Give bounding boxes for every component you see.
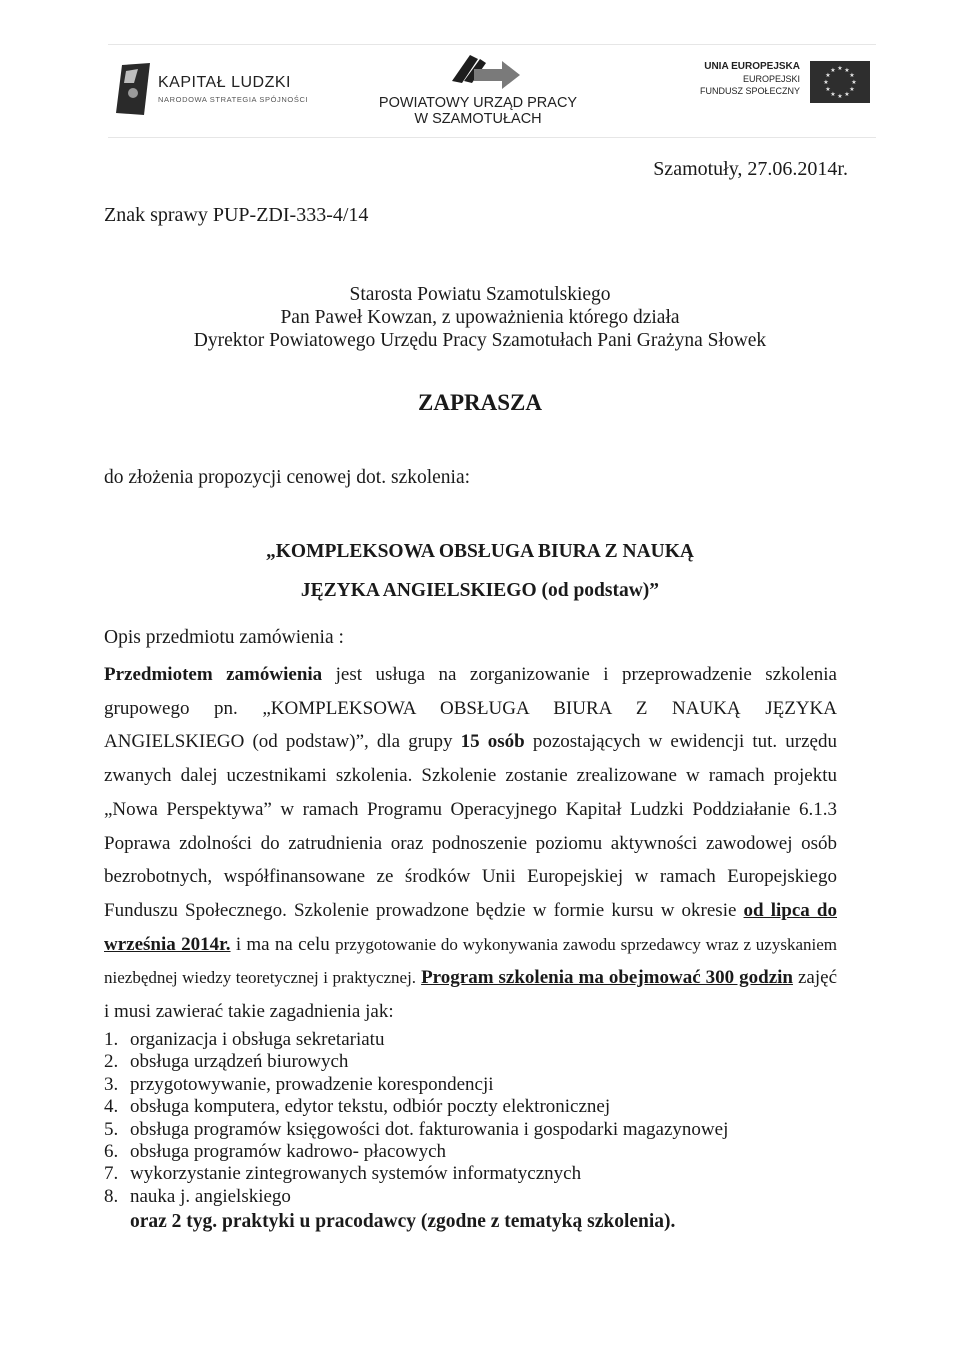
list-item: [104, 1119, 728, 1141]
pup-logo: [368, 51, 588, 127]
svg-text:★: ★: [825, 86, 831, 93]
practice-note: oraz 2 tyg. praktyki u pracodawcy (zgodne z tematyką szkolenia).: [130, 1211, 676, 1232]
kapital-ludzki-title: KAPITAŁ LUDZKI: [158, 74, 291, 91]
lead-sentence: do złożenia propozycji cenowej dot. szkolenia:: [104, 467, 471, 488]
pup-emblem-icon: [430, 51, 526, 95]
intro-line-2: Pan Paweł Kowzan, z upoważnienia którego działa: [280, 307, 680, 328]
letterhead: [108, 44, 876, 138]
training-title: [0, 532, 960, 610]
subject-label: Opis przedmiotu zamówienia :: [104, 627, 344, 648]
pup-name-line1: POWIATOWY URZĄD PRACY: [378, 95, 578, 111]
kapital-ludzki-emblem-icon: [116, 63, 150, 115]
list-item: [104, 1029, 728, 1051]
eu-efs-logo: [700, 61, 870, 103]
pup-name-line2: W SZAMOTUŁACH: [414, 111, 542, 127]
list-item-number: 8.: [104, 1185, 119, 1207]
list-item-text: obsługa komputera, edytor tekstu, odbiór poczty elektronicznej: [130, 1096, 611, 1118]
body-program-hours: Program szkolenia ma obejmować 300 godzin: [421, 967, 793, 989]
subject-description: [104, 658, 837, 1029]
intro-line-1: Starosta Powiatu Szamotulskiego: [349, 284, 611, 305]
list-item: [104, 1163, 728, 1185]
list-item-number: 6.: [104, 1141, 119, 1163]
invite-heading: ZAPRASZA: [418, 390, 542, 415]
intro-block: [0, 283, 960, 352]
list-item-text: obsługa urządzeń biurowych: [130, 1051, 349, 1073]
efs-name-line2: FUNDUSZ SPOŁECZNY: [699, 86, 800, 96]
list-item: [104, 1051, 728, 1073]
svg-text:★: ★: [825, 72, 831, 79]
list-item-number: 2.: [104, 1051, 119, 1073]
body-period: od lipca do września 2014r.: [104, 899, 837, 955]
kapital-ludzki-subtitle: NARODOWA STRATEGIA SPÓJNOŚCI: [158, 95, 309, 104]
list-item-number: 3.: [104, 1073, 119, 1095]
list-item-text: obsługa programów kadrowo- płacowych: [130, 1141, 447, 1163]
intro-line-3: Dyrektor Powiatowego Urzędu Pracy Szamotułach Pani Grażyna Słowek: [193, 330, 767, 351]
efs-name-line1: EUROPEJSKI: [742, 74, 800, 84]
body-subject-bold: Przedmiotem zamówienia: [104, 664, 323, 685]
list-item: [104, 1074, 728, 1096]
eu-name: UNIA EUROPEJSKA: [704, 61, 800, 72]
list-item-number: 1.: [104, 1029, 119, 1050]
svg-text:★: ★: [851, 79, 857, 86]
reference-number: Znak sprawy PUP-ZDI-333-4/14: [104, 204, 369, 226]
list-item-text: wykorzystanie zintegrowanych systemów informatycznych: [130, 1163, 582, 1185]
body-text-2: pozostających w ewidencji tut. urzędu zwanych dalej uczestnikami szkolenia. Szkolenie zostanie zrealizowane w ramach projektu „Nowa Perspektywa” w ramach Programu Operacyjnego Kapitał Ludzki Poddziałanie 6.1.3 Poprawa zdolności do zatrudnienia oraz podnoszenie poziomu aktywności zawodowej osób bezrobotnych, współfinansowane ze środków Unii Europejskiej w ramach Europejskiego Funduszu Społecznego. Szkolenie prowadzone będzie w formie kursu w okresie: [104, 731, 837, 921]
body-text-4: zajęć i musi zawierać takie zagadnienia jak:: [104, 967, 838, 1023]
training-title-line-2: JĘZYKA ANGIELSKIEGO (od podstaw)”: [300, 580, 660, 601]
list-item-text: obsługa programów księgowości dot. fakturowania i gospodarki magazynowej: [130, 1118, 729, 1140]
list-item: [104, 1186, 728, 1208]
svg-text:★: ★: [844, 67, 850, 74]
svg-text:★: ★: [823, 79, 829, 86]
svg-text:★: ★: [837, 93, 843, 100]
list-item-number: 4.: [104, 1096, 119, 1118]
svg-text:★: ★: [837, 65, 843, 72]
eu-flag-icon: [810, 61, 870, 103]
body-group-size: 15 osób: [460, 731, 525, 753]
training-title-line-1: „KOMPLEKSOWA OBSŁUGA BIURA Z NAUKĄ: [266, 541, 694, 562]
list-item-text: przygotowywanie, prowadzenie korespondencji: [130, 1073, 494, 1095]
svg-text:★: ★: [849, 86, 855, 93]
kapital-ludzki-logo: [116, 63, 308, 115]
topics-list: [104, 1029, 728, 1208]
list-item-number: 5.: [104, 1118, 119, 1140]
list-item-text: nauka j. angielskiego: [130, 1185, 291, 1207]
body-text-1: jest usługa na zorganizowanie i przeprowadzenie szkolenia grupowego pn. „KOMPLEKSOWA OBSŁUGA BIURA Z NAUKĄ JĘZYKA ANGIELSKIEGO (od podstaw)”, dla grupy: [104, 664, 837, 753]
svg-text:★: ★: [830, 91, 836, 98]
document-date: Szamotuły, 27.06.2014r.: [653, 158, 848, 180]
list-item-number: 7.: [104, 1163, 119, 1185]
list-item: [104, 1141, 728, 1163]
svg-text:★: ★: [844, 91, 850, 98]
svg-text:★: ★: [849, 72, 855, 79]
list-item-text: organizacja i obsługa sekretariatu: [130, 1029, 385, 1050]
svg-text:★: ★: [830, 67, 836, 74]
body-goal: przygotowanie do wykonywania zawodu sprzedawcy wraz z uzyskaniem niezbędnej wiedzy teoretycznej i praktycznej.: [104, 934, 838, 988]
list-item: [104, 1096, 728, 1118]
body-text-3: i ma na celu: [230, 933, 336, 955]
